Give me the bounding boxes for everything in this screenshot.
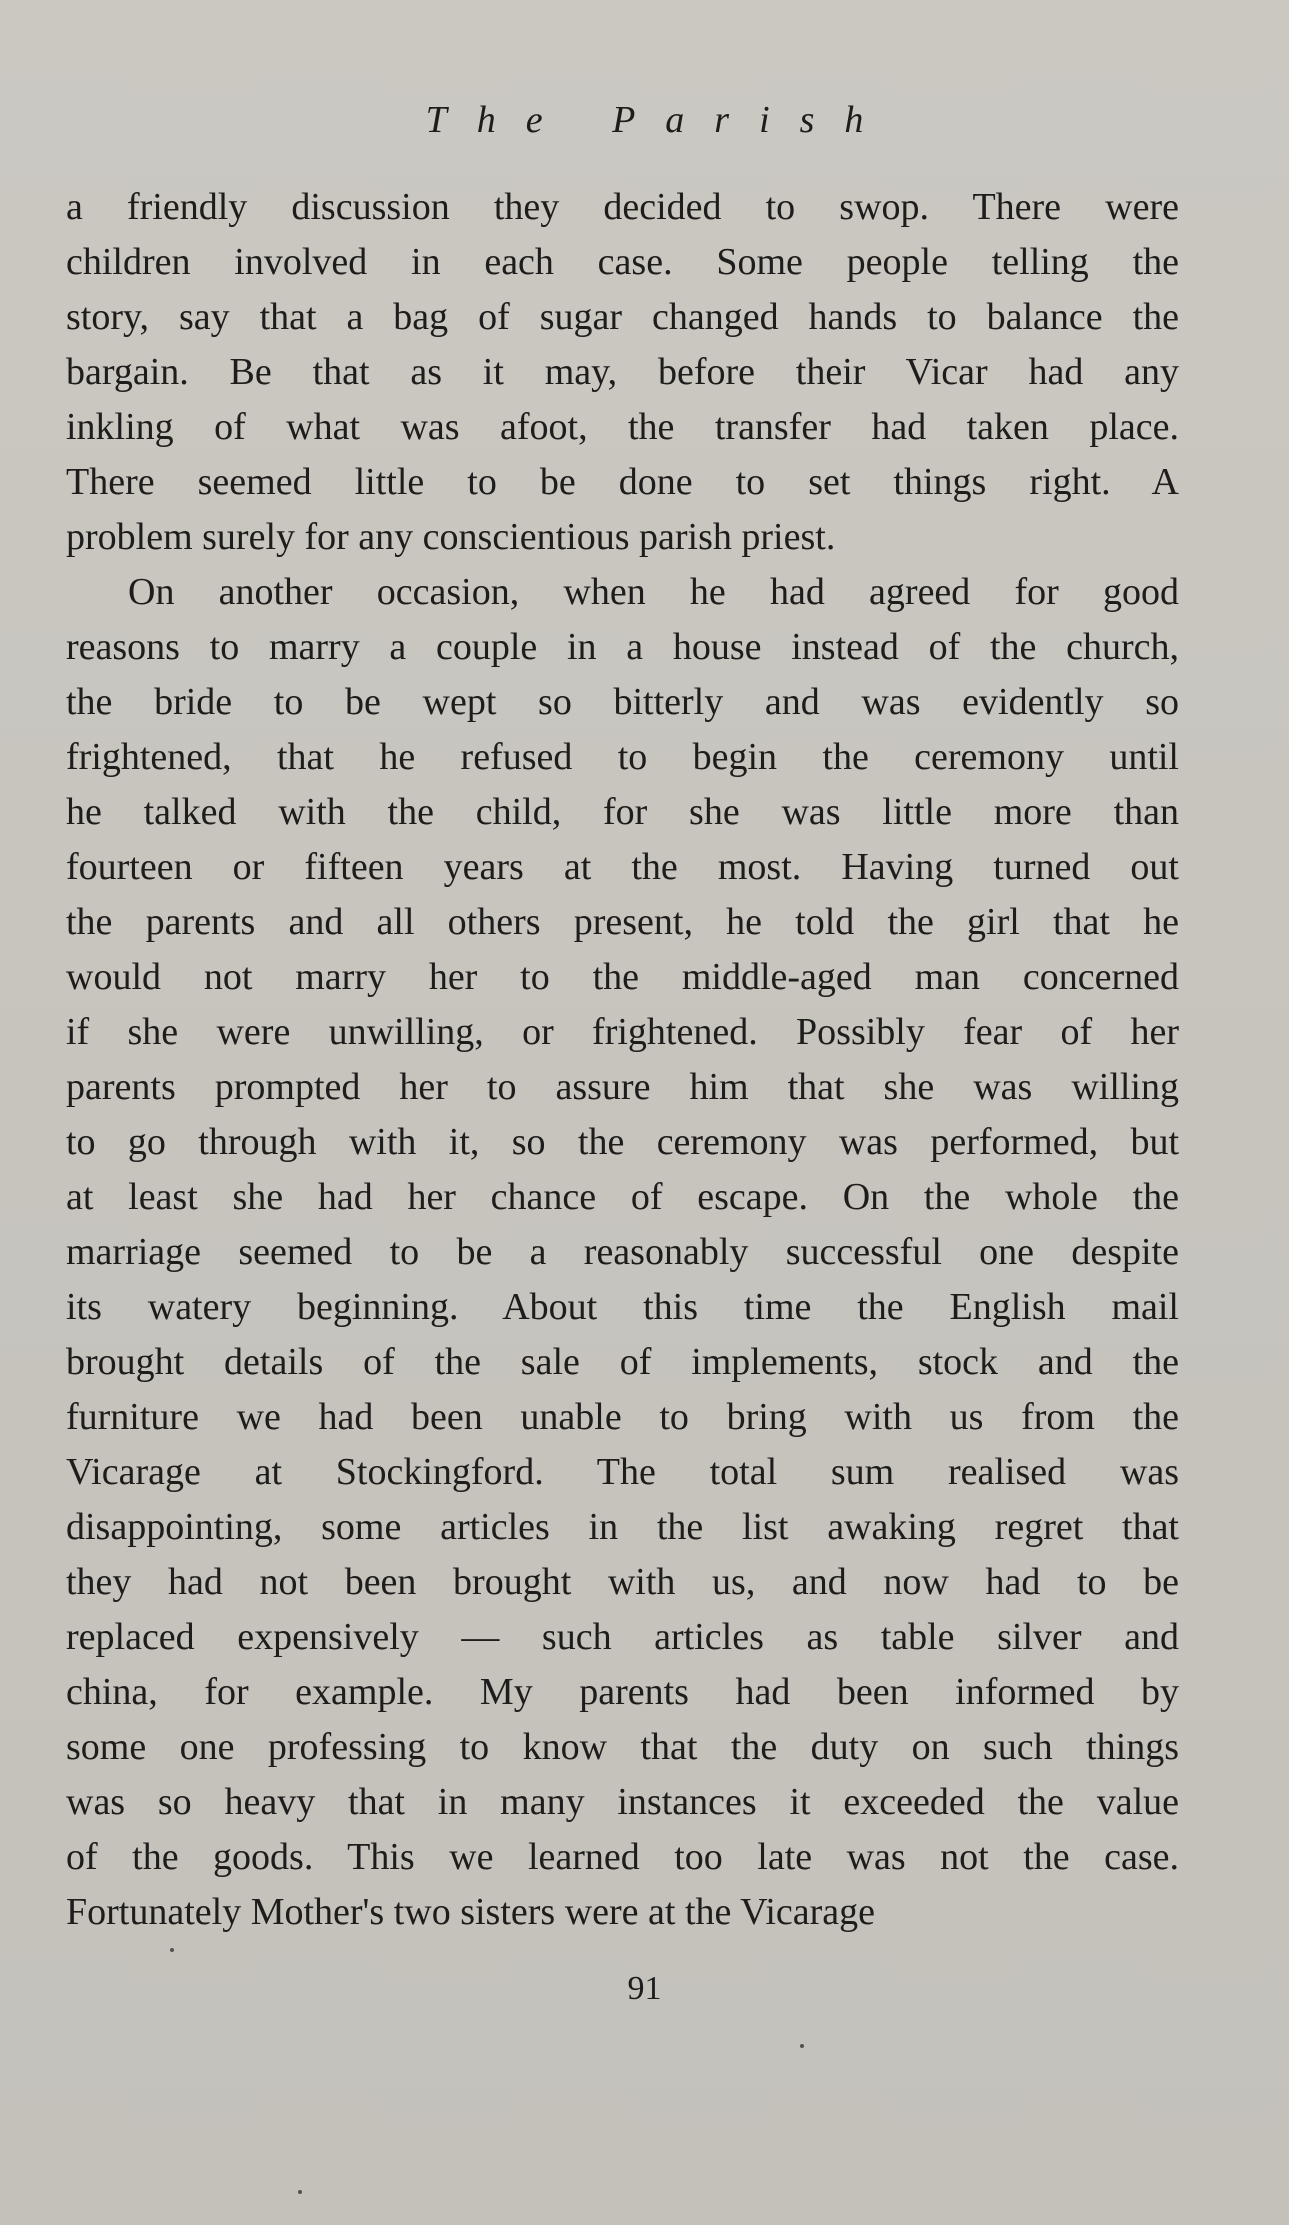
text-line: On another occasion, when he had agreed for good [128, 571, 1179, 613]
text-line: story, say that a bag of sugar changed hands to balance the [66, 296, 1179, 338]
text-line: brought details of the sale of implements, stock and the [66, 1341, 1179, 1383]
text-line: was so heavy that in many instances it exceeded the value [66, 1781, 1179, 1823]
paper-speck [170, 1948, 174, 1952]
text-line: Vicarage at Stockingford. The total sum realised was [66, 1451, 1179, 1493]
paper-speck [800, 2044, 804, 2048]
text-line: bargain. Be that as it may, before their Vicar had any [66, 351, 1179, 393]
text-line: replaced expensively — such articles as table silver and [66, 1616, 1179, 1658]
text-line: problem surely for any conscientious parish priest. [66, 516, 836, 558]
body-text [66, 180, 1179, 1940]
text-line: they had not been brought with us, and now had to be [66, 1561, 1179, 1603]
text-line: the parents and all others present, he told the girl that he [66, 901, 1179, 943]
text-line: furniture we had been unable to bring with us from the [66, 1396, 1179, 1438]
text-line: a friendly discussion they decided to swop. There were [66, 186, 1179, 228]
text-line: the bride to be wept so bitterly and was evidently so [66, 681, 1179, 723]
text-line: its watery beginning. About this time the English mail [66, 1286, 1179, 1328]
text-line: china, for example. My parents had been informed by [66, 1671, 1179, 1713]
running-head: The Parish [425, 99, 894, 141]
text-line: he talked with the child, for she was little more than [66, 791, 1179, 833]
text-line: parents prompted her to assure him that she was willing [66, 1066, 1179, 1108]
text-line: some one professing to know that the duty on such things [66, 1726, 1179, 1768]
text-line: at least she had her chance of escape. On the whole the [66, 1176, 1179, 1218]
text-line: fourteen or fifteen years at the most. Having turned out [66, 846, 1179, 888]
text-line: frightened, that he refused to begin the ceremony until [66, 736, 1179, 778]
text-line: reasons to marry a couple in a house instead of the church, [66, 626, 1179, 668]
text-line: marriage seemed to be a reasonably successful one despite [66, 1231, 1179, 1273]
paper-speck [298, 2190, 302, 2194]
text-line: children involved in each case. Some people telling the [66, 241, 1179, 283]
text-line: disappointing, some articles in the list awaking regret that [66, 1506, 1179, 1548]
page-number: 91 [627, 1970, 662, 2007]
text-line: of the goods. This we learned too late was not the case. [66, 1836, 1179, 1878]
text-line: if she were unwilling, or frightened. Possibly fear of her [66, 1011, 1179, 1053]
text-line: to go through with it, so the ceremony was performed, but [66, 1121, 1179, 1163]
text-line: There seemed little to be done to set things right. A [66, 461, 1179, 503]
text-line: would not marry her to the middle-aged man concerned [66, 956, 1179, 998]
text-line: Fortunately Mother's two sisters were at the Vicarage [66, 1891, 876, 1933]
text-line: inkling of what was afoot, the transfer had taken place. [66, 406, 1179, 448]
